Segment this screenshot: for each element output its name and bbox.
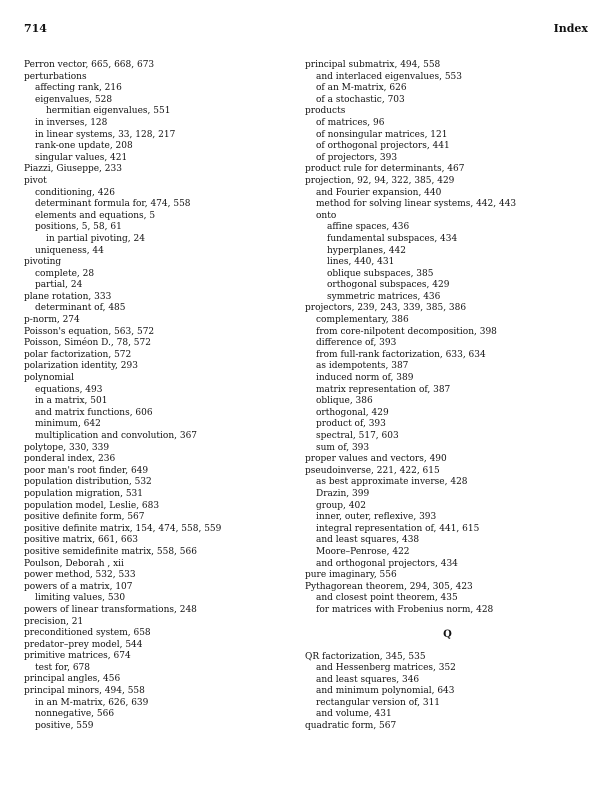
- index-subentry: method for solving linear systems, 442, 443: [316, 199, 517, 210]
- index-entry: powers of a matrix, 107: [24, 581, 133, 592]
- index-subentry: determinant formula for, 474, 558: [35, 199, 191, 210]
- index-entry: pure imaginary, 556: [305, 570, 397, 581]
- index-subentry: of matrices, 96: [316, 117, 385, 128]
- index-entry: positive definite matrix, 154, 474, 558, 559: [24, 523, 222, 534]
- index-subentry: uniqueness, 44: [35, 245, 104, 256]
- index-subentry: in linear systems, 33, 128, 217: [35, 129, 176, 140]
- index-subentry: onto: [316, 210, 337, 221]
- index-subentry: equations, 493: [35, 384, 103, 395]
- index-entry: projectors, 239, 243, 339, 385, 386: [305, 303, 467, 314]
- index-subentry: in a matrix, 501: [35, 396, 108, 407]
- index-entry: principal angles, 456: [24, 674, 121, 685]
- index-subentry: in partial pivoting, 24: [46, 233, 145, 244]
- index-subentry: as idempotents, 387: [316, 361, 409, 372]
- index-subentry: complete, 28: [35, 268, 95, 279]
- index-entry: preconditioned system, 658: [24, 628, 151, 639]
- index-subentry: of projectors, 393: [316, 152, 398, 163]
- index-entry: Perron vector, 665, 668, 673: [24, 60, 155, 70]
- index-entry: QR factorization, 345, 535: [305, 651, 426, 662]
- index-entry: population distribution, 532: [24, 477, 152, 488]
- index-subentry: limiting values, 530: [35, 593, 126, 604]
- section-letter: Q: [443, 628, 452, 640]
- index-column-left: [24, 60, 299, 732]
- index-subentry: and least squares, 346: [316, 674, 420, 685]
- index-subentry: minimum, 642: [35, 419, 101, 430]
- index-subentry: multiplication and convolution, 367: [35, 431, 198, 441]
- index-entry: population model, Leslie, 683: [24, 500, 160, 511]
- index-subentry: and orthogonal projectors, 434: [316, 558, 458, 569]
- index-subentry: from core-nilpotent decomposition, 398: [316, 326, 497, 337]
- index-entry: positive matrix, 661, 663: [24, 535, 139, 546]
- index-entry: principal submatrix, 494, 558: [305, 60, 441, 70]
- index-subentry: in inverses, 128: [35, 117, 108, 128]
- index-entry: precision, 21: [24, 616, 84, 627]
- index-entry: quadratic form, 567: [305, 721, 397, 732]
- index-entry: ponderal index, 236: [24, 454, 116, 465]
- index-entry: predator–prey model, 544: [24, 639, 143, 650]
- index-subentry: positions, 5, 58, 61: [35, 222, 122, 233]
- index-entry: Pythagorean theorem, 294, 305, 423: [305, 581, 473, 592]
- index-subentry: in an M-matrix, 626, 639: [35, 697, 149, 708]
- index-entry: projection, 92, 94, 322, 385, 429: [305, 175, 455, 186]
- index-entry: polar factorization, 572: [24, 349, 132, 360]
- page-header: [24, 22, 588, 38]
- index-entry: power method, 532, 533: [24, 570, 136, 581]
- index-subentry: orthogonal subspaces, 429: [327, 280, 450, 291]
- index-entry: pivoting: [24, 257, 62, 268]
- index-entry: primitive matrices, 674: [24, 651, 131, 662]
- index-entry: pivot: [24, 175, 47, 186]
- index-subentry: hermitian eigenvalues, 551: [46, 106, 171, 117]
- index-subentry: and volume, 431: [316, 709, 392, 720]
- index-entry: principal minors, 494, 558: [24, 686, 145, 697]
- index-subentry: symmetric matrices, 436: [327, 291, 441, 302]
- index-subentry: eigenvalues, 528: [35, 94, 113, 105]
- index-subentry: test for, 678: [35, 662, 91, 673]
- index-entry: polytope, 330, 339: [24, 442, 110, 453]
- index-entry: Poisson's equation, 563, 572: [24, 326, 155, 337]
- index-column-right: [305, 60, 600, 733]
- index-subentry: rank-one update, 208: [35, 141, 133, 152]
- index-subentry: and interlaced eigenvalues, 553: [316, 71, 462, 82]
- index-subentry: of nonsingular matrices, 121: [316, 129, 448, 140]
- index-subentry: Moore–Penrose, 422: [316, 546, 410, 557]
- index-entry: Poulson, Deborah , xii: [24, 558, 124, 569]
- index-subentry: partial, 24: [35, 280, 83, 291]
- index-subentry: for matrices with Frobenius norm, 428: [316, 604, 494, 615]
- index-subentry: conditioning, 426: [35, 187, 115, 198]
- index-entry: product rule for determinants, 467: [305, 164, 465, 175]
- index-subentry: affine spaces, 436: [327, 222, 410, 233]
- index-subentry: from full-rank factorization, 633, 634: [316, 349, 486, 360]
- index-subentry: of a stochastic, 703: [316, 94, 405, 105]
- index-subentry: hyperplanes, 442: [327, 245, 406, 256]
- index-subentry: as best approximate inverse, 428: [316, 477, 468, 488]
- index-entry: Piazzi, Giuseppe, 233: [24, 164, 122, 175]
- index-subentry: of orthogonal projectors, 441: [316, 141, 450, 152]
- index-subentry: nonnegative, 566: [35, 709, 115, 720]
- index-entry: positive definite form, 567: [24, 512, 145, 523]
- index-subentry: and least squares, 438: [316, 535, 420, 546]
- index-subentry: integral representation of, 441, 615: [316, 523, 480, 534]
- index-subentry: rectangular version of, 311: [316, 697, 441, 708]
- index-subentry: determinant of, 485: [35, 303, 126, 314]
- index-subentry: and Hessenberg matrices, 352: [316, 663, 456, 674]
- index-subentry: Drazin, 399: [316, 488, 370, 499]
- index-subentry: and minimum polynomial, 643: [316, 686, 455, 697]
- index-entry: proper values and vectors, 490: [305, 454, 447, 465]
- index-subentry: sum of, 393: [316, 442, 370, 453]
- index-entry: poor man's root finder, 649: [24, 465, 149, 476]
- index-subentry: and closest point theorem, 435: [316, 593, 458, 604]
- index-entry: products: [305, 106, 346, 117]
- index-subentry: singular values, 421: [35, 152, 128, 163]
- index-entry: perturbations: [24, 71, 87, 82]
- index-entry: positive semidefinite matrix, 558, 566: [24, 546, 197, 557]
- index-subentry: induced norm of, 389: [316, 373, 414, 384]
- index-subentry: of an M-matrix, 626: [316, 83, 407, 94]
- index-subentry: lines, 440, 431: [327, 257, 395, 268]
- index-subentry: and matrix functions, 606: [35, 407, 153, 418]
- index-subentry: difference of, 393: [316, 338, 397, 349]
- page-number: 714: [24, 22, 47, 35]
- index-subentry: complementary, 386: [316, 315, 409, 326]
- index-entry: plane rotation, 333: [24, 291, 112, 302]
- index-subentry: and Fourier expansion, 440: [316, 187, 442, 198]
- index-subentry: matrix representation of, 387: [316, 384, 451, 395]
- index-subentry: positive, 559: [35, 720, 94, 731]
- index-subentry: fundamental subspaces, 434: [327, 233, 458, 244]
- running-title: Index: [553, 22, 588, 35]
- index-entry: polarization identity, 293: [24, 361, 138, 372]
- index-subentry: inner, outer, reflexive, 393: [316, 512, 437, 523]
- index-subentry: oblique subspaces, 385: [327, 268, 434, 279]
- index-entry: population migration, 531: [24, 488, 144, 499]
- index-entry: polynomial: [24, 373, 75, 384]
- index-entry: p-norm, 274: [24, 315, 80, 326]
- index-subentry: affecting rank, 216: [35, 83, 122, 94]
- index-subentry: elements and equations, 5: [35, 210, 156, 221]
- index-subentry: group, 402: [316, 500, 366, 511]
- index-subentry: product of, 393: [316, 419, 386, 430]
- index-subentry: spectral, 517, 603: [316, 431, 399, 441]
- index-entry: Poisson, Siméon D., 78, 572: [24, 338, 151, 349]
- index-subentry: oblique, 386: [316, 396, 373, 407]
- index-entry: powers of linear transformations, 248: [24, 604, 197, 615]
- index-entry: pseudoinverse, 221, 422, 615: [305, 465, 440, 476]
- index-subentry: orthogonal, 429: [316, 407, 389, 418]
